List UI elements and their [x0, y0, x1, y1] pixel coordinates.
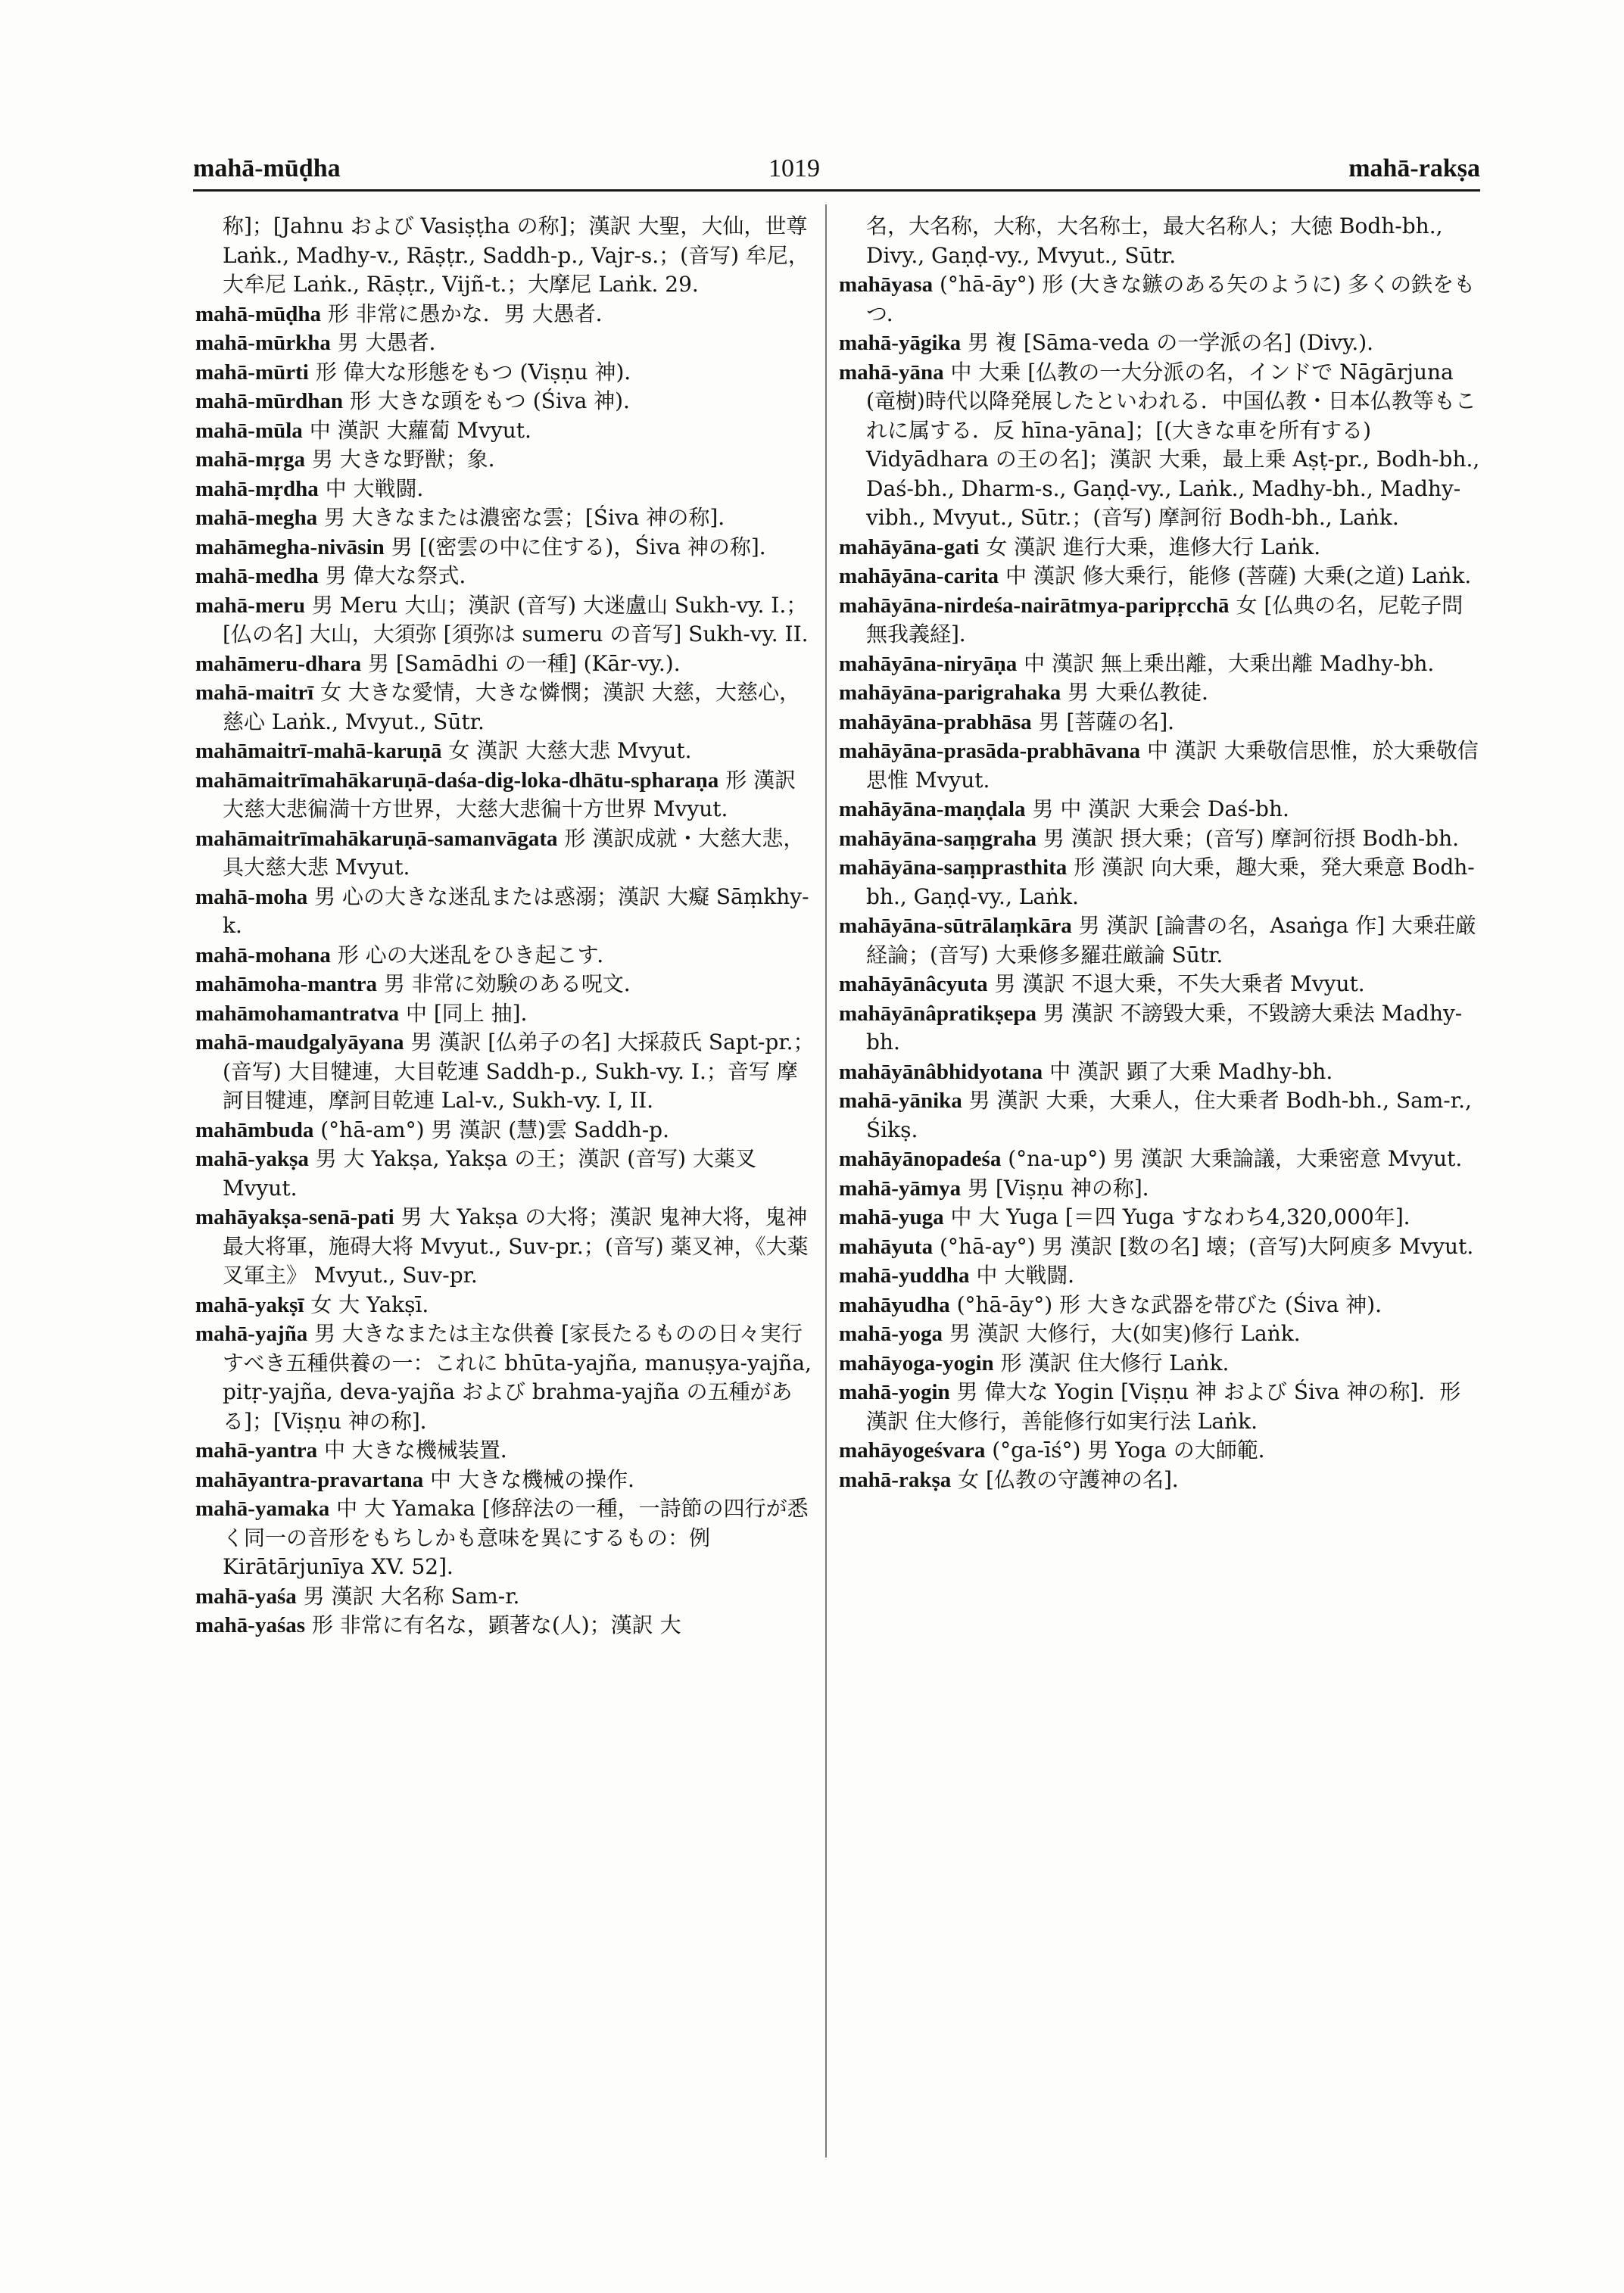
entry-headword: mahāmaitrīmahākaruṇā-samanvāgata [195, 826, 558, 851]
entry-headword: mahā-medha [195, 564, 319, 588]
dictionary-entry [839, 329, 1482, 358]
entry-headword: mahāyoga-yogin [839, 1351, 994, 1375]
entry-definition: 女 [仏教の守護神の名]． [958, 1466, 1193, 1492]
dictionary-entry [839, 1261, 1482, 1291]
entry-headword: mahāyuta [839, 1234, 934, 1259]
entry-definition: 中 大乗 [仏教の一大分派の名，インドで Nāgārjuna (竜樹)時代以降発展したといわれる．中国仏教・日本仏教等もこれに属する．反 hīna-yāna]；[(大きな車を所有する) Vidyādhara の王の名]；漢訳 大乗，最上乗 Aṣṭ-pr., Bodh-bh., Daś-bh., Dharm-s., Gaṇḍ-vy., Laṅk., Madhy-bh., Madhy-vibh., Mvyut., Sūtr.；(音写) 摩訶衍 Bodh-bh., Laṅk. [866, 359, 1480, 530]
dictionary-entry [195, 475, 816, 504]
dictionary-entry [195, 591, 816, 650]
entry-definition: 男 Meru 大山；漢訳 (音写) 大迷盧山 Sukh-vy. I.；[仏の名] 大山，大須弥 [須弥は sumeru の音写] Sukh-vy. II. [223, 592, 809, 646]
entry-definition: 男 漢訳 大乗，大乗人，住大乗者 Bodh-bh., Sam-r., Śikṣ. [866, 1088, 1472, 1142]
entry-headword: mahā-mūrkha [195, 331, 331, 355]
dictionary-entry [839, 970, 1482, 999]
entry-headword: mahāyāna-saṃprasthita [839, 855, 1068, 880]
entry-definition: 形 非常に愚かな．男 大愚者． [327, 301, 617, 326]
dictionary-entry [195, 1203, 816, 1291]
dictionary-entry [839, 911, 1482, 970]
entry-definition: 男 偉大な祭式． [325, 563, 481, 588]
entry-headword: mahā-yamaka [195, 1497, 330, 1521]
entry-headword: mahāyānâpratikṣepa [839, 1001, 1037, 1026]
entry-headword: mahāyānâbhidyotana [839, 1059, 1043, 1084]
entry-headword: mahā-yoga [839, 1322, 943, 1346]
entry-headword: mahāyudha [839, 1292, 950, 1317]
left-running-headword: mahā-mūḍha [193, 154, 341, 182]
entry-headword: mahā-yānika [839, 1089, 962, 1113]
dictionary-entry [195, 212, 816, 300]
dictionary-entry [839, 795, 1482, 824]
dictionary-entry [195, 999, 816, 1029]
entry-definition: 男 [Viṣṇu 神の称]． [968, 1175, 1164, 1201]
entry-definition: 男 非常に効験のある呪文． [383, 971, 645, 996]
entry-definition: 形 偉大な形態をもつ (Viṣṇu 神)． [315, 359, 646, 385]
dictionary-entry [839, 1058, 1482, 1087]
entry-definition: 男 漢訳 [論書の名，Asaṅga 作] 大乗荘厳経論；(音写) 大乗修多羅荘厳論 Sūtr. [866, 913, 1477, 967]
entry-definition: 男 漢訳 [仏弟子の名] 大採菽氏 Sapt-pr.；(音写) 大目犍連，大目乾連 Saddh-p., Sukh-vy. I.；音写 摩訶目犍連，摩訶目乾連 Lal-v., Sukh-vy. I, II. [223, 1030, 815, 1113]
entry-headword: mahā-yogin [839, 1380, 950, 1404]
dictionary-entry [839, 650, 1482, 679]
entry-headword: mahā-mūrdhan [195, 389, 343, 413]
dictionary-entry [195, 1116, 816, 1145]
entry-definition: 形 漢訳 住大修行 Laṅk. [1000, 1350, 1230, 1375]
entry-headword: mahāyāna-saṃgraha [839, 826, 1037, 851]
entry-headword: mahā-mūrti [195, 360, 309, 385]
entry-definition: 女 大きな愛情，大きな憐憫；漢訳 大慈，大慈心，慈心 Laṅk., Mvyut., Sūtr. [223, 680, 800, 734]
entry-headword: mahā-moha [195, 884, 308, 909]
entry-headword: mahā-mūla [195, 418, 303, 443]
left-column [195, 212, 816, 1640]
dictionary-entry [839, 1349, 1482, 1379]
entry-headword: mahā-yuddha [839, 1263, 970, 1288]
entry-definition: 中 漢訳 大乗敬信思惟，於大乗敬信思惟 Mvyut. [866, 738, 1479, 793]
dictionary-entry [195, 824, 816, 883]
entry-definition: 中 大きな機械装置． [324, 1438, 522, 1463]
entry-definition: 中 大きな機械の操作． [430, 1466, 650, 1492]
entry-headword: mahā-yāmya [839, 1176, 962, 1201]
entry-definition: 中 大 Yuga [＝四 Yuga すなわち4,320,000年]． [950, 1204, 1425, 1229]
entry-definition: 称]；[Jahnu および Vasiṣṭha の称]；漢訳 大聖，大仙，世尊 Laṅk., Madhy-v., Rāṣṭr., Saddh-p., Vajr-s.；(音写) 牟尼，大牟尼 Laṅk., Rāṣṭr., Vijñ-t.；大摩尼 Laṅk. 29. [223, 213, 809, 297]
entry-definition: 男 漢訳 大名称 Sam-r. [303, 1583, 520, 1609]
entry-definition: 中 漢訳 無上乗出離，大乗出離 Madhy-bh. [1024, 650, 1435, 676]
dictionary-entry [839, 1378, 1482, 1436]
entry-headword: mahā-yāna [839, 360, 944, 385]
entry-headword: mahāmegha-nivāsin [195, 534, 385, 559]
entry-headword: mahāyānopadeśa [839, 1147, 1002, 1171]
entry-headword: mahā-yakṣī [195, 1292, 304, 1317]
entry-definition: 中 漢訳 顕了大乗 Madhy-bh. [1049, 1058, 1333, 1084]
dictionary-entry [839, 1145, 1482, 1174]
dictionary-entry [195, 1466, 816, 1495]
entry-headword: mahā-rakṣa [839, 1467, 952, 1492]
entry-definition: 男 漢訳 不退大乗，不失大乗者 Mvyut. [994, 971, 1365, 996]
entry-definition: 男 [菩薩の名]． [1038, 709, 1189, 734]
entry-definition: 男 大 Yakṣa, Yakṣa の王；漢訳 (音写) 大薬叉 Mvyut. [223, 1146, 756, 1201]
entry-headword: mahā-yuga [839, 1205, 944, 1229]
entry-headword: mahā-yaśa [195, 1584, 297, 1609]
dictionary-entry [195, 1494, 816, 1582]
entry-headword: mahā-mūḍha [195, 301, 321, 326]
entry-headword: mahā-yakṣa [195, 1147, 309, 1171]
entry-headword: mahāyāna-prabhāsa [839, 709, 1032, 734]
entry-headword: mahā-maitrī [195, 681, 314, 705]
dictionary-entry [195, 358, 816, 388]
dictionary-entry [195, 533, 816, 562]
dictionary-entry [839, 824, 1482, 854]
entry-definition: 男 大乗仏教徒． [1068, 680, 1223, 705]
dictionary-entry [195, 329, 816, 358]
entry-definition: 男 中 漢訳 大乗会 Daś-bh. [1032, 796, 1289, 821]
entry-definition: 形 大きな頭をもつ (Śiva 神)． [349, 388, 645, 413]
entry-definition: (°hā-āy°) 形 (大きな鏃のある矢のように) 多くの鉄をもつ． [866, 272, 1476, 326]
dictionary-entry [195, 1611, 816, 1640]
entry-definition: 男 大きな野獣；象． [311, 447, 510, 472]
entry-definition: 男 偉大な Yogin [Viṣṇu 神 および Śiva 神の称]．形 漢訳 住大修行，善能修行如実行法 Laṅk. [866, 1379, 1461, 1434]
dictionary-entry [195, 737, 816, 766]
entry-headword: mahāyāna-nirdeśa-nairātmya-paripṛcchā [839, 593, 1230, 618]
dictionary-entry [839, 678, 1482, 708]
entry-headword: mahā-maudgalyāyana [195, 1030, 404, 1055]
entry-definition: 男 [(密雲の中に住する)，Śiva 神の称]． [391, 534, 781, 559]
entry-headword: mahāyasa [839, 273, 934, 297]
entry-definition: 男 大きなまたは濃密な雲；[Śiva 神の称]． [324, 505, 740, 530]
entry-definition: (°hā-āy°) 形 大きな武器を帯びた (Śiva 神)． [956, 1291, 1397, 1317]
entry-headword: mahāmoha-mantra [195, 972, 378, 996]
entry-definition: 女 [仏典の名，尼乾子問無我義経]． [866, 592, 1463, 646]
entry-definition: (°ga-īś°) 男 Yoga の大師範． [992, 1438, 1280, 1463]
dictionary-entry [195, 650, 816, 679]
entry-headword: mahāmaitrī-mahā-karuṇā [195, 739, 442, 763]
entry-headword: mahāyāna-maṇḍala [839, 797, 1026, 821]
entry-definition: 形 漢訳 向大乗，趣大乗，発大乗意 Bodh-bh., Gaṇḍ-vy., Laṅk. [866, 855, 1475, 909]
right-running-headword: mahā-rakṣa [1348, 154, 1480, 182]
entry-definition: 中 [同上 抽]． [405, 1000, 542, 1026]
entry-headword: mahā-mohana [195, 942, 331, 967]
dictionary-entry [195, 941, 816, 970]
dictionary-entry [195, 970, 816, 999]
entry-headword: mahā-mṛga [195, 447, 305, 472]
entry-headword: mahāyāna-carita [839, 564, 999, 588]
dictionary-entry [839, 1291, 1482, 1320]
dictionary-entry [839, 853, 1482, 911]
dictionary-entry [195, 1291, 816, 1320]
dictionary-entry [195, 1319, 816, 1436]
entry-headword: mahā-yāgika [839, 331, 962, 355]
dictionary-entry [195, 562, 816, 591]
entry-headword: mahāyānâcyuta [839, 972, 988, 996]
dictionary-entry [195, 416, 816, 446]
entry-definition: 中 大戦闘． [325, 475, 438, 501]
dictionary-entry [839, 708, 1482, 737]
dictionary-entry [195, 883, 816, 941]
entry-headword: mahāyāna-sūtrālaṃkāra [839, 914, 1072, 938]
dictionary-entry [839, 1174, 1482, 1204]
entry-definition: 形 心の大迷乱をひき起こす． [337, 942, 619, 967]
dictionary-entry [195, 1436, 816, 1466]
entry-headword: mahā-yaśas [195, 1613, 306, 1637]
entry-definition: 中 大戦闘． [976, 1263, 1089, 1288]
entry-definition: (°na-up°) 男 漢訳 大乗論議，大乗密意 Mvyut. [1008, 1146, 1463, 1171]
entry-definition: 中 大 Yamaka [修辞法の一種，一詩節の四行が悉く同一の音形をもちしかも意味を異にするもの：例 Kirātārjunīya XV. 52]． [223, 1496, 809, 1579]
page-header [193, 136, 1480, 192]
entry-definition: 男 [Samādhi の一種] (Kār-vy.). [368, 650, 681, 676]
dictionary-entry [839, 737, 1482, 795]
entry-definition: 男 漢訳 不謗毀大乗，不毀謗大乗法 Madhy-bh. [866, 1000, 1463, 1055]
dictionary-entry [839, 358, 1482, 533]
entry-headword: mahā-yantra [195, 1438, 318, 1463]
dictionary-entry [839, 270, 1482, 329]
dictionary-entry [839, 533, 1482, 562]
dictionary-entry [839, 1086, 1482, 1145]
entry-headword: mahāmeru-dhara [195, 651, 362, 676]
entry-definition: 男 大愚者． [337, 330, 450, 355]
entry-definition: (°hā-ay°) 男 漢訳 [数の名] 壊；(音写)大阿庾多 Mvyut. [939, 1233, 1474, 1259]
dictionary-entry [839, 1203, 1482, 1232]
entry-headword: mahāyāna-gati [839, 534, 980, 559]
dictionary-entry [839, 999, 1482, 1058]
dictionary-entry [839, 1436, 1482, 1466]
entry-headword: mahāmaitrīmahākaruṇā-daśa-dig-loka-dhātu-spharaṇa [195, 768, 719, 793]
dictionary-entry [195, 1028, 816, 1116]
dictionary-entry [839, 1466, 1482, 1495]
entry-definition: 男 複 [Sāma-veda の一学派の名] (Divy.). [968, 330, 1374, 355]
dictionary-entry [839, 212, 1482, 270]
entry-headword: mahā-meru [195, 593, 305, 618]
entry-definition: 女 漢訳 進行大乗，進修大行 Laṅk. [986, 534, 1321, 559]
entry-definition: 男 大きなまたは主な供養 [家長たるものの日々実行すべき五種供養の一：これに bhūta-yajña, manuṣya-yajña, pitṛ-yajña, deva-yajña および brahma-yajña の五種がある]；[Viṣṇu 神の称]． [223, 1321, 812, 1434]
dictionary-entry [195, 766, 816, 824]
column-divider [825, 204, 827, 2157]
dictionary-entry [195, 445, 816, 475]
page-number: 1019 [768, 154, 820, 182]
entry-headword: mahāyakṣa-senā-pati [195, 1205, 394, 1229]
dictionary-entry [195, 1145, 816, 1203]
dictionary-entry [195, 387, 816, 416]
dictionary-entry [195, 678, 816, 737]
entry-headword: mahā-mṛdha [195, 476, 319, 501]
right-column [839, 212, 1482, 1494]
entry-headword: mahāmbuda [195, 1117, 314, 1142]
entry-definition: 形 非常に有名な，顕著な(人)；漢訳 大 [311, 1612, 681, 1637]
entry-definition: 形 漢訳 大慈大悲徧満十方世界，大慈大悲徧十方世界 Mvyut. [223, 767, 796, 821]
entry-headword: mahāyāna-parigrahaka [839, 681, 1061, 705]
entry-definition: 中 漢訳 修大乗行，能修 (菩薩) 大乗(之道) Laṅk. [1005, 563, 1472, 588]
dictionary-entry [195, 503, 816, 533]
entry-definition: 中 漢訳 大蘿蔔 Mvyut. [309, 417, 531, 443]
entry-headword: mahāyāna-prasāda-prabhāvana [839, 739, 1141, 763]
dictionary-entry [195, 300, 816, 329]
entry-headword: mahāyantra-pravartana [195, 1467, 424, 1492]
entry-definition: 男 心の大きな迷乱または惑溺；漢訳 大癡 Sāṃkhy-k. [223, 883, 809, 938]
entry-definition: 名，大名称，大称，大名称士，最大名称人；大徳 Bodh-bh., Divy., Gaṇḍ-vy., Mvyut., Sūtr. [866, 213, 1443, 268]
entry-definition: 女 漢訳 大慈大悲 Mvyut. [448, 738, 692, 763]
entry-definition: (°hā-am°) 男 漢訳 (慧)雲 Saddh-p. [320, 1117, 670, 1142]
entry-definition: 男 漢訳 大修行，大(如実)修行 Laṅk. [949, 1321, 1301, 1346]
entry-definition: 形 漢訳成就・大慈大悲，具大慈大悲 Mvyut. [223, 825, 805, 880]
entry-headword: mahā-yajña [195, 1322, 308, 1346]
entry-definition: 男 大 Yakṣa の大将；漢訳 鬼神大将，鬼神最大将軍，施碍大将 Mvyut., Suv-pr.；(音写) 薬叉神，《大薬叉軍主》 Mvyut., Suv-pr. [223, 1204, 809, 1288]
entry-headword: mahāyāna-niryāṇa [839, 651, 1018, 676]
dictionary-entry [195, 1582, 816, 1612]
dictionary-entry [839, 591, 1482, 650]
entry-headword: mahā-megha [195, 506, 318, 530]
dictionary-entry [839, 562, 1482, 591]
entry-definition: 女 大 Yakṣī. [310, 1291, 429, 1317]
entry-headword: mahāmohamantratva [195, 1001, 400, 1026]
dictionary-entry [839, 1232, 1482, 1262]
entry-definition: 男 漢訳 摂大乗；(音写) 摩訶衍摂 Bodh-bh. [1043, 825, 1460, 851]
dictionary-entry [839, 1319, 1482, 1349]
entry-headword: mahāyogeśvara [839, 1438, 986, 1463]
